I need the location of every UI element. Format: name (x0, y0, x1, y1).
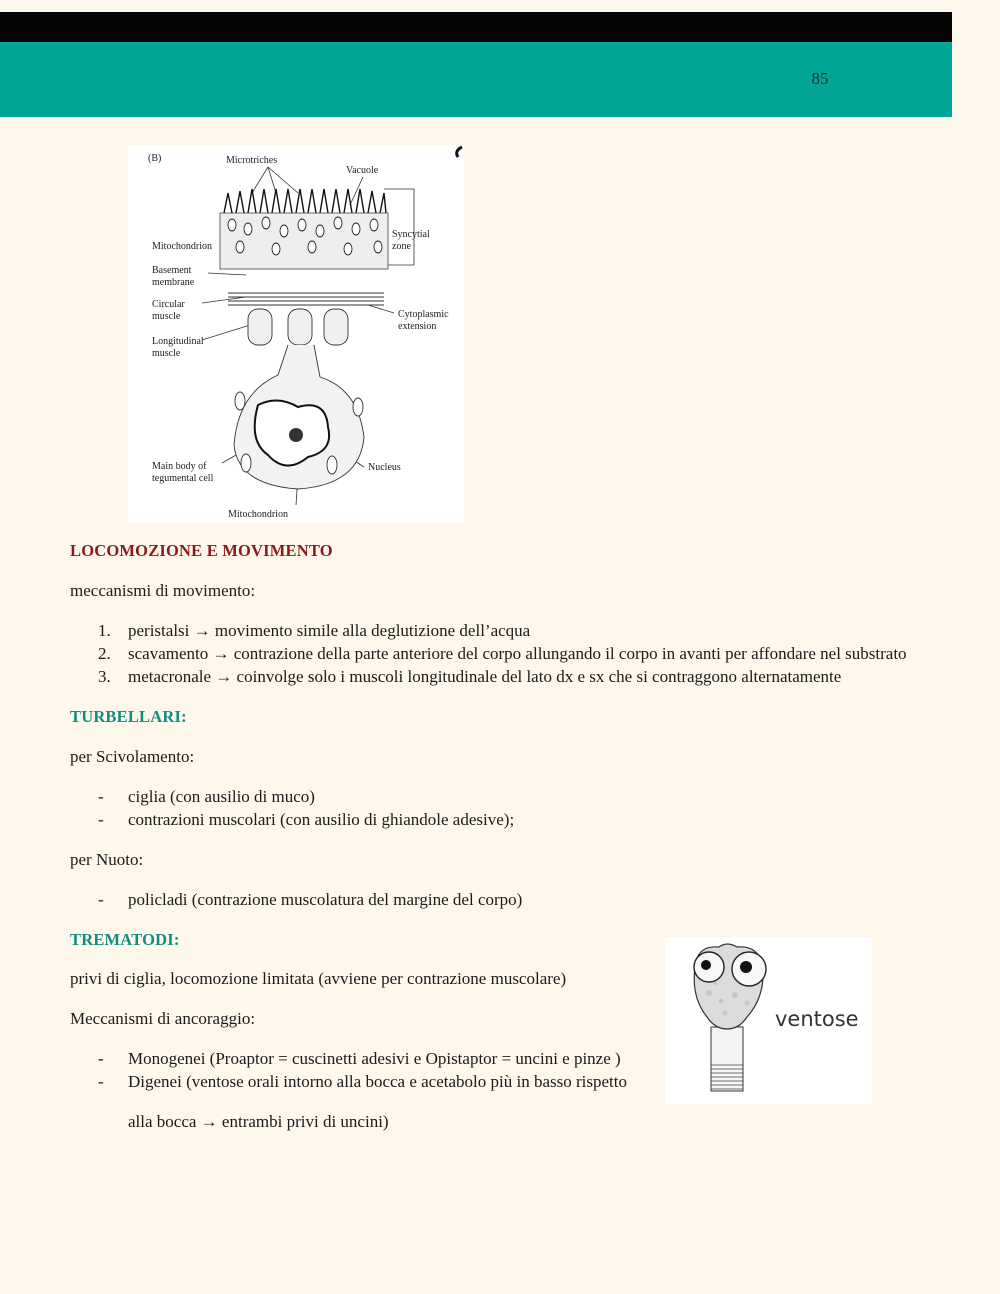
page-number: 85 (811, 69, 829, 88)
scolex-figure (665, 937, 872, 1104)
label-mitochondrion-bottom: Mitochondrion (228, 509, 288, 520)
label-ventose: ventose (775, 1007, 859, 1031)
heading-locomozione: LOCOMOZIONE E MOVIMENTO (70, 541, 333, 560)
list-text: policladi (contrazione muscolatura del margine del corpo) (128, 890, 523, 909)
label-mitochondrion-top: Mitochondrion (152, 241, 212, 252)
list-text: ciglia (con ausilio di muco) (128, 787, 315, 806)
list-marker: 2. (98, 644, 111, 663)
list-text: peristalsi → movimento simile alla deglutizione dell’acqua (128, 621, 531, 640)
trematodi-text: privi di ciglia, locomozione limitata (avviene per contrazione muscolare) (70, 969, 567, 988)
heading-trematodi: TREMATODI: (70, 930, 180, 949)
list-text: Digenei (ventose orali intorno alla bocca e acetabolo più in basso rispetto (128, 1072, 627, 1091)
ancoraggio-intro: Meccanismi di ancoraggio: (70, 1009, 256, 1028)
label-microtriches: Microtriches (226, 155, 278, 166)
label-circular-1: Circular (152, 299, 185, 310)
list-marker: 3. (98, 667, 111, 686)
list-marker: - (98, 890, 104, 909)
label-nucleus: Nucleus (368, 462, 401, 473)
tegument-diagram (128, 145, 464, 522)
label-cytoplasmic-1: Cytoplasmic (398, 309, 449, 320)
label-longitudinal-1: Longitudinal (152, 336, 204, 347)
top-black-bar (0, 12, 952, 42)
label-vacuole: Vacuole (346, 165, 379, 176)
nuoto-intro: per Nuoto: (70, 850, 144, 869)
list-text: scavamento → contrazione della parte anteriore del corpo allungando il corpo in avanti per affondare nel substrato (128, 644, 907, 663)
list-marker: - (98, 1049, 104, 1068)
label-basement-1: Basement (152, 265, 192, 276)
list-marker: - (98, 810, 104, 829)
label-syncytial-2: zone (392, 241, 411, 252)
label-syncytial-1: Syncytial (392, 229, 430, 240)
label-main-body-1: Main body of (152, 461, 207, 472)
label-cytoplasmic-2: extension (398, 321, 437, 332)
list-text: contrazioni muscolari (con ausilio di ghiandole adesive); (128, 810, 515, 829)
panel-label: (B) (148, 153, 162, 164)
ancoraggio-continuation: alla bocca → entrambi privi di uncini) (128, 1112, 389, 1131)
list-marker: - (98, 1072, 104, 1091)
label-circular-2: muscle (152, 311, 181, 322)
meccanismi-intro: meccanismi di movimento: (70, 581, 256, 600)
label-basement-2: membrane (152, 277, 195, 288)
label-longitudinal-2: muscle (152, 348, 181, 359)
scivolamento-intro: per Scivolamento: (70, 747, 195, 766)
label-main-body-2: tegumental cell (152, 473, 214, 484)
list-text: metacronale → coinvolge solo i muscoli longitudinale del lato dx e sx che si contraggono alternatamente (128, 667, 842, 686)
heading-turbellari: TURBELLARI: (70, 707, 187, 726)
list-marker: 1. (98, 621, 111, 640)
list-text: Monogenei (Proaptor = cuscinetti adesivi e Opistaptor = uncini e pinze ) (128, 1049, 621, 1068)
list-marker: - (98, 787, 104, 806)
